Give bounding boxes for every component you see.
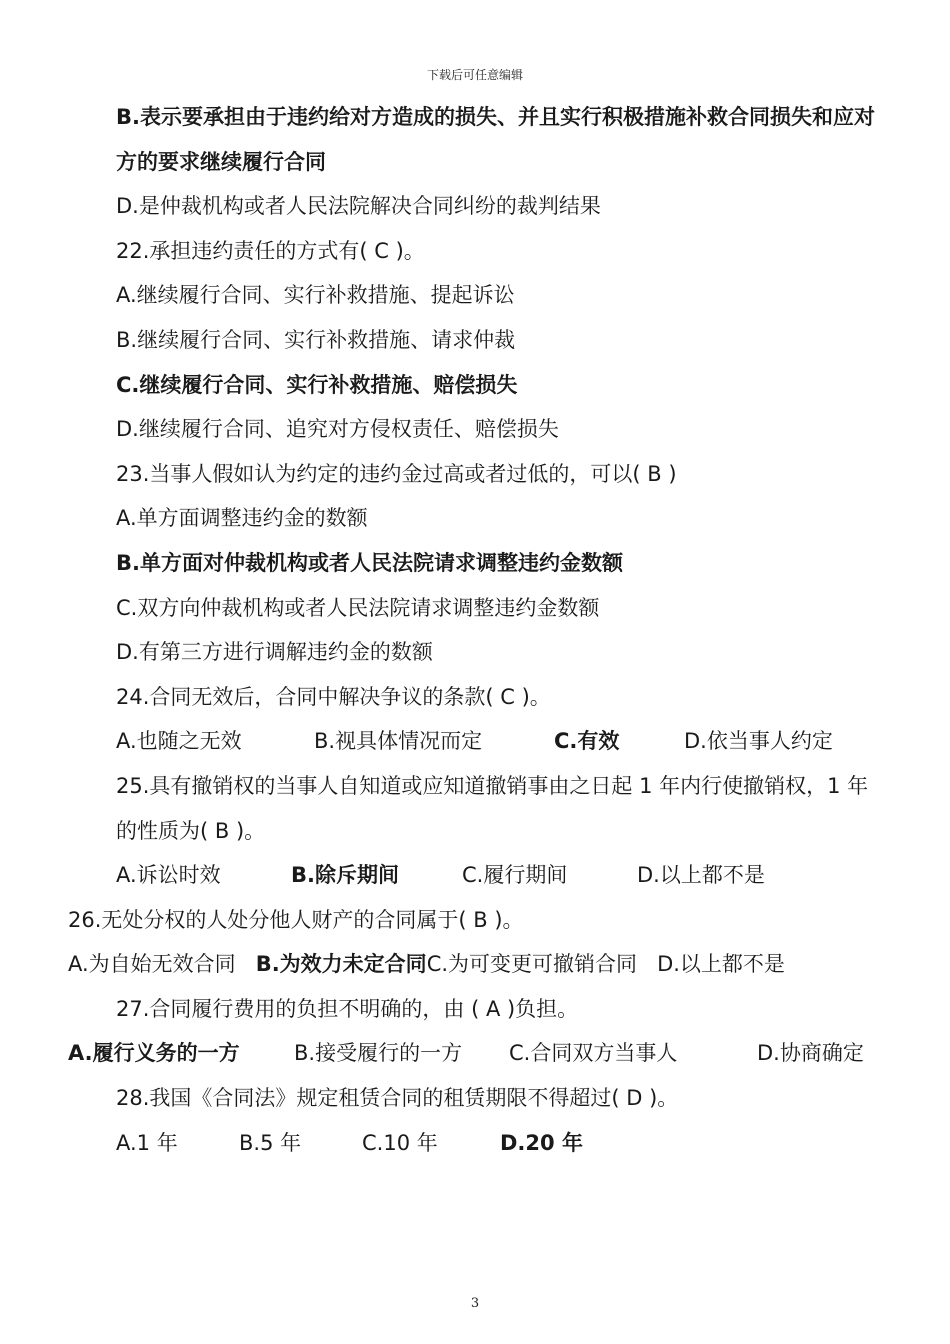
q22-option-c-answer: C.继续履行合同、实行补救措施、赔偿损失 <box>116 372 518 397</box>
q26-option-d: D.以上都不是 <box>657 952 785 977</box>
q25-options <box>68 853 880 898</box>
q24-option-c-answer: C.有效 <box>554 729 620 754</box>
q23-option-a: A.单方面调整违约金的数额 <box>116 506 368 531</box>
q25-option-a: A.诉讼时效 <box>116 863 221 888</box>
question-23: 23.当事人假如认为约定的违约金过高或者过低的，可以( B ) <box>116 461 677 486</box>
q24-option-a: A.也随之无效 <box>116 729 242 754</box>
page-number: 3 <box>470 1296 480 1311</box>
q28-option-a: A.1 年 <box>116 1130 178 1155</box>
q27-option-d: D.协商确定 <box>757 1041 864 1066</box>
q28-options <box>68 1121 880 1166</box>
option-b-answer: B.表示要承担由于违约给对方造成的损失、并且实行积极措施补救合同损失和应对方的要求继续履行合同 <box>116 105 875 174</box>
q27-options <box>68 1031 880 1076</box>
q22-option-d: D.继续履行合同、追究对方侵权责任、赔偿损失 <box>116 417 559 442</box>
option-d: D.是仲裁机构或者人民法院解决合同纠纷的裁判结果 <box>116 194 601 219</box>
q24-options <box>68 719 880 764</box>
page-header: 下载后可任意编辑 <box>426 68 523 82</box>
q23-option-b-answer: B.单方面对仲裁机构或者人民法院请求调整违约金数额 <box>116 550 623 575</box>
q28-option-b: B.5 年 <box>239 1130 302 1155</box>
q27-option-c: C.合同双方当事人 <box>509 1041 678 1066</box>
q28-option-d-answer: D.20 年 <box>500 1130 583 1155</box>
question-26: 26.无处分权的人处分他人财产的合同属于( B )。 <box>68 907 524 932</box>
q22-option-a: A.继续履行合同、实行补救措施、提起诉讼 <box>116 283 515 308</box>
q25-option-b-answer: B.除斥期间 <box>291 863 399 888</box>
question-24: 24.合同无效后，合同中解决争议的条款( C )。 <box>116 684 551 709</box>
q27-option-b: B.接受履行的一方 <box>294 1041 463 1066</box>
question-28: 28.我国《合同法》规定租赁合同的租赁期限不得超过( D )。 <box>116 1086 679 1111</box>
q26-option-b-answer: B.为效力未定合同 <box>255 952 427 977</box>
q22-option-b: B.继续履行合同、实行补救措施、请求仲裁 <box>116 327 516 352</box>
q25-option-c: C.履行期间 <box>462 863 568 888</box>
q24-option-b: B.视具体情况而定 <box>314 729 483 754</box>
q26-option-a: A.为自始无效合同 <box>68 952 236 977</box>
question-25: 25.具有撤销权的当事人自知道或应知道撤销事由之日起 1 年内行使撤销权，1 年的性质为( B )。 <box>116 773 869 843</box>
q25-option-d: D.以上都不是 <box>637 863 765 888</box>
question-27: 27.合同履行费用的负担不明确的，由 ( A )负担。 <box>116 996 579 1021</box>
q23-option-c: C.双方向仲裁机构或者人民法院请求调整违约金数额 <box>116 595 600 620</box>
question-22: 22.承担违约责任的方式有( C )。 <box>116 238 425 263</box>
q28-option-c: C.10 年 <box>362 1130 438 1155</box>
q24-option-d: D.依当事人约定 <box>684 729 833 754</box>
q26-options <box>68 942 880 987</box>
q23-option-d: D.有第三方进行调解违约金的数额 <box>116 640 433 665</box>
q26-option-c: C.为可变更可撤销合同 <box>426 952 638 977</box>
q27-option-a-answer: A.履行义务的一方 <box>68 1041 240 1066</box>
document-body <box>68 95 880 1165</box>
